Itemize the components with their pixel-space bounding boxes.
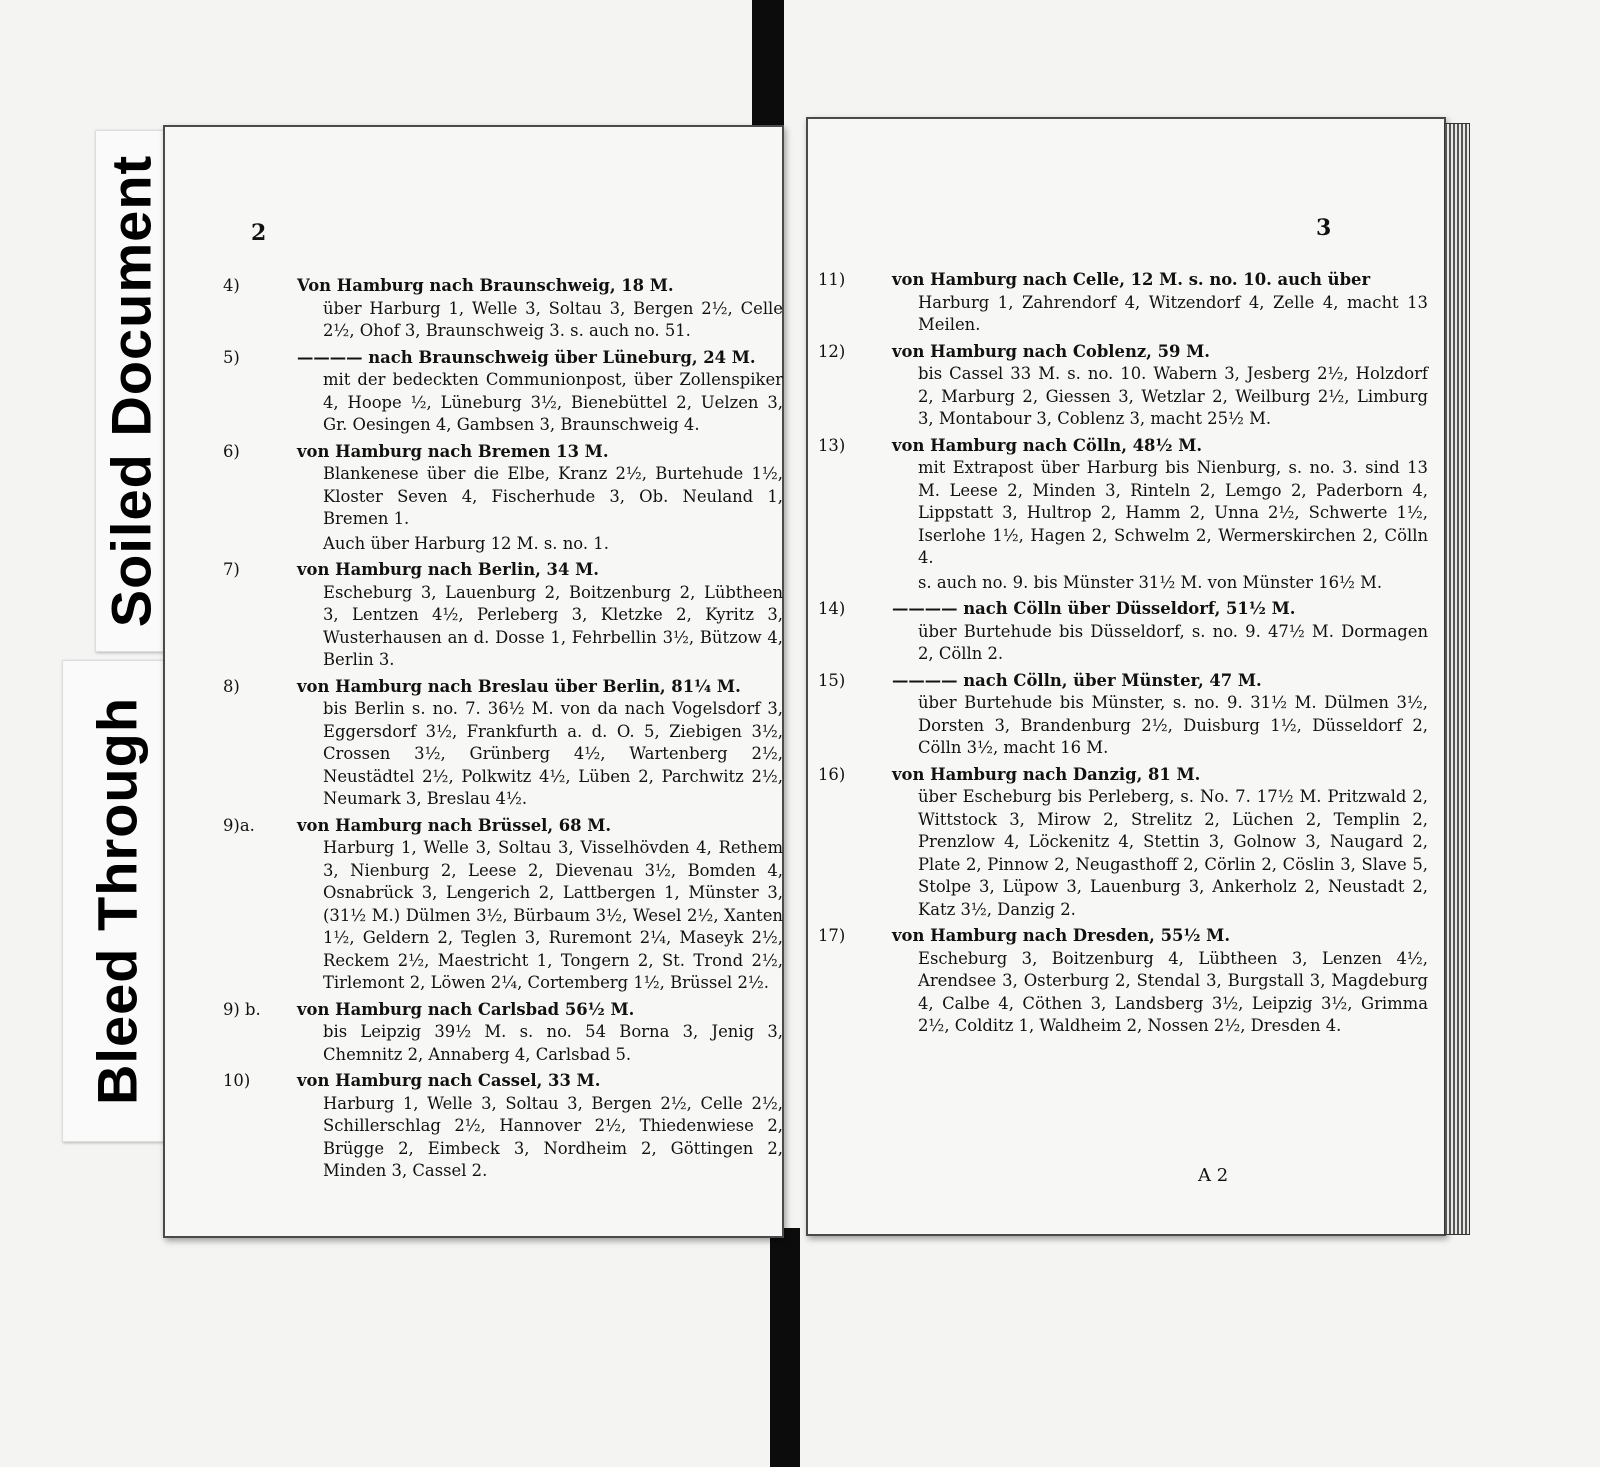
route-title: von Hamburg nach Breslau über Berlin, 81¼ M. — [297, 676, 741, 696]
route-stops — [263, 369, 783, 437]
route-stops-text: über Burtehude bis Münster, s. no. 9. 31½ M. Dülmen 3½, Dorsten 3, Brandenburg 2½, Duisburg 1½, Düsseldorf 2, Cölln 3½, macht 16 M. — [918, 693, 1428, 757]
route-title: von Hamburg nach Brüssel, 68 M. — [297, 815, 612, 835]
route-number: 4) — [223, 276, 240, 295]
route-entry — [223, 999, 783, 1067]
route-stops-text: Harburg 1, Zahrendorf 4, Witzendorf 4, Zelle 4, macht 13 Meilen. — [918, 292, 1428, 334]
route-title: ———— nach Braunschweig über Lüneburg, 24 M. — [297, 347, 756, 367]
route-entry-head — [223, 999, 783, 1022]
route-stops-text: mit Extrapost über Harburg bis Nienburg, s. no. 3. sind 13 M. Leese 2, Minden 3, Rinteln 2, Lemgo 2, Paderborn 4, Lippstatt 3, Hultrop 2, Hamm 2, Unna 2½, Schwerte 1½, Iserlohe 1½, Hagen 2, Schwelm 2, Wermerskirchen 2, Cölln 4. — [918, 458, 1428, 567]
route-entry-head — [818, 269, 1428, 292]
route-number: 13) — [818, 435, 846, 455]
route-stops-text: Escheburg 3, Lauenburg 2, Boitzenburg 2, Lübtheen 3, Lentzen 4½, Perleberg 3, Kletzke 2, Kyritz 3, Wusterhausen an d. Dosse 1, Fehrbellin 3½, Bützow 4, Berlin 3. — [323, 582, 783, 669]
route-stops — [263, 1093, 783, 1183]
route-number: 9) b. — [223, 999, 261, 1019]
route-entry — [818, 341, 1428, 431]
route-number: 16) — [818, 764, 846, 784]
route-entry-head — [818, 925, 1428, 948]
route-entry-head — [818, 435, 1428, 458]
route-stops — [263, 463, 783, 555]
route-entry-head — [818, 764, 1428, 787]
route-entry — [818, 670, 1428, 760]
label-soiled-document-text: Soiled Document — [99, 154, 163, 628]
route-number: 15) — [818, 670, 846, 690]
route-stops-text: über Harburg 1, Welle 3, Soltau 3, Bergen 2½, Celle 2½, Ohof 3, Braunschweig 3. s. auch no. 51. — [323, 298, 783, 340]
route-entry — [223, 676, 783, 811]
route-title: von Hamburg nach Cassel, 33 M. — [297, 1071, 601, 1090]
label-bleed-through-text: Bleed Through — [85, 696, 149, 1106]
route-stops-text: bis Leipzig 39½ M. s. no. 54 Borna 3, Jenig 3, Chemnitz 2, Annaberg 4, Carlsbad 5. — [323, 1022, 783, 1064]
route-entry-head — [818, 670, 1428, 693]
route-number: 5) — [223, 347, 240, 367]
route-number: 14) — [818, 599, 846, 618]
route-stops — [858, 292, 1428, 337]
route-entry-head — [223, 1070, 783, 1093]
route-entry-head — [223, 275, 783, 298]
route-stops — [263, 837, 783, 995]
route-entry-head — [223, 676, 783, 699]
left-route-list — [223, 275, 783, 1187]
route-stops — [263, 698, 783, 811]
route-stops-text: mit der bedeckten Communionpost, über Zollenspiker 4, Hoope ½, Lüneburg 3½, Bienebüttel 2, Uelzen 3, Gr. Oesingen 4, Gambsen 3, Braunschweig 4. — [323, 370, 783, 434]
route-stops — [858, 948, 1428, 1038]
route-stops-text: bis Berlin s. no. 7. 36½ M. von da nach Vogelsdorf 3, Eggersdorf 3½, Frankfurth a. d. O. 5, Ziebigen 3½, Crossen 3½, Grünberg 4½, Wartenberg 2½, Neustädtel 2½, Polkwitz 4½, Lüben 2, Parchwitz 2½, Neumark 3, Breslau 4½. — [323, 699, 783, 808]
route-entry — [818, 764, 1428, 922]
route-number: 17) — [818, 926, 846, 945]
label-soiled-document — [95, 130, 167, 652]
route-stops-text: über Burtehude bis Düsseldorf, s. no. 9. 47½ M. Dormagen 2, Cölln 2. — [918, 621, 1428, 663]
route-stops-text: bis Cassel 33 M. s. no. 10. Wabern 3, Jesberg 2½, Holzdorf 2, Marburg 2, Giessen 3, Wetzlar 2, Weilburg 2½, Limburg 3, Montabour 3, Coblenz 3, macht 25½ M. — [918, 364, 1428, 428]
route-entry — [223, 441, 783, 556]
label-bleed-through — [62, 660, 172, 1142]
route-entry — [818, 435, 1428, 595]
route-entry-head — [223, 559, 783, 582]
book-page-edges — [1444, 123, 1470, 1235]
route-stops-text: Harburg 1, Welle 3, Soltau 3, Bergen 2½, Celle 2½, Schillerschlag 2½, Hannover 2½, Thiedenwiese 2, Brügge 2, Eimbeck 3, Nordheim 2, Göttingen 2, Minden 3, Cassel 2. — [323, 1093, 783, 1180]
route-entry — [223, 347, 783, 437]
route-title: von Hamburg nach Bremen 13 M. — [297, 441, 609, 461]
right-route-list — [818, 269, 1428, 1042]
route-entry — [223, 815, 783, 995]
route-entry — [223, 275, 783, 343]
route-entry-head — [818, 341, 1428, 364]
route-stops — [858, 457, 1428, 594]
route-title: von Hamburg nach Celle, 12 M. s. no. 10. auch über — [892, 270, 1371, 289]
route-entry-head — [818, 598, 1428, 621]
right-page-number: 3 — [1316, 215, 1332, 241]
route-number: 9)a. — [223, 815, 255, 835]
route-entry-head — [223, 441, 783, 464]
route-title: ———— nach Cölln über Düsseldorf, 51½ M. — [892, 599, 1296, 618]
route-stops-text: über Escheburg bis Perleberg, s. No. 7. 17½ M. Pritzwald 2, Wittstock 3, Mirow 2, Strelitz 2, Lüchen 2, Templin 2, Prenzlow 4, Löckenitz 4, Stettin 3, Golnow 3, Naugard 2, Plate 2, Pinnow 2, Neugasthoff 2, Cörlin 2, Cöslin 3, Slave 5, Stolpe 3, Lüpow 3, Lauenburg 3, Ankerholz 2, Neustadt 2, Katz 3½, Danzig 2. — [918, 787, 1428, 919]
route-number: 11) — [818, 270, 846, 289]
route-note-text: s. auch no. 9. bis Münster 31½ M. von Münster 16½ M. — [918, 572, 1383, 592]
route-entry — [223, 559, 783, 672]
route-stops — [858, 363, 1428, 431]
binding-strip-bottom — [770, 1228, 800, 1467]
right-page — [806, 117, 1446, 1236]
route-number: 12) — [818, 341, 846, 361]
route-entry — [818, 598, 1428, 666]
route-stops — [858, 786, 1428, 921]
route-entry — [818, 269, 1428, 337]
sheet-signature-mark: A 2 — [1198, 1165, 1229, 1186]
route-stops — [858, 621, 1428, 666]
route-entry-head — [223, 815, 783, 838]
route-title: von Hamburg nach Dresden, 55½ M. — [892, 926, 1231, 945]
route-stops-text: Escheburg 3, Boitzenburg 4, Lübtheen 3, Lenzen 4½, Arendsee 3, Osterburg 2, Stendal 3, Burgstall 3, Magdeburg 4, Calbe 4, Cöthen 3, Landsberg 3½, Leipzig 3½, Grimma 2½, Colditz 1, Waldheim 2, Nossen 2½, Dresden 4. — [918, 948, 1428, 1035]
route-number: 7) — [223, 560, 240, 579]
route-title: Von Hamburg nach Braunschweig, 18 M. — [297, 276, 674, 295]
route-stops — [263, 298, 783, 343]
route-stops — [263, 582, 783, 672]
route-entry — [818, 925, 1428, 1038]
route-title: von Hamburg nach Cölln, 48½ M. — [892, 435, 1203, 455]
route-title: von Hamburg nach Danzig, 81 M. — [892, 764, 1201, 784]
route-note-text: Auch über Harburg 12 M. s. no. 1. — [323, 533, 609, 553]
route-title: von Hamburg nach Coblenz, 59 M. — [892, 341, 1210, 361]
route-entry — [223, 1070, 783, 1183]
route-number: 8) — [223, 676, 240, 696]
binding-strip-top — [752, 0, 784, 135]
route-number: 10) — [223, 1071, 251, 1090]
route-stops-text: Blankenese über die Elbe, Kranz 2½, Burtehude 1½, Kloster Seven 4, Fischerhude 3, Ob. Neuland 1, Bremen 1. — [323, 464, 783, 528]
left-page-number: 2 — [251, 220, 267, 246]
route-title: ———— nach Cölln, über Münster, 47 M. — [892, 670, 1262, 690]
route-title: von Hamburg nach Berlin, 34 M. — [297, 560, 599, 579]
route-number: 6) — [223, 441, 240, 461]
route-title: von Hamburg nach Carlsbad 56½ M. — [297, 999, 635, 1019]
route-entry-head — [223, 347, 783, 370]
route-stops — [858, 692, 1428, 760]
left-page — [163, 125, 784, 1238]
route-stops — [263, 1021, 783, 1066]
route-stops-text: Harburg 1, Welle 3, Soltau 3, Visselhövden 4, Rethem 3, Nienburg 2, Leese 2, Dievenau 3½, Bomden 4, Osnabrück 3, Lengerich 2, Lattbergen 1, Münster 3, (31½ M.) Dülmen 3½, Bürbaum 3½, Wesel 2½, Xanten 1½, Geldern 2, Teglen 3, Ruremont 2¼, Maseyk 2½, Reckem 2½, Maestricht 1, Tongern 2, St. Trond 2½, Tirlemont 2, Löwen 2¼, Cortemberg 1½, Brüssel 2½. — [323, 838, 783, 992]
